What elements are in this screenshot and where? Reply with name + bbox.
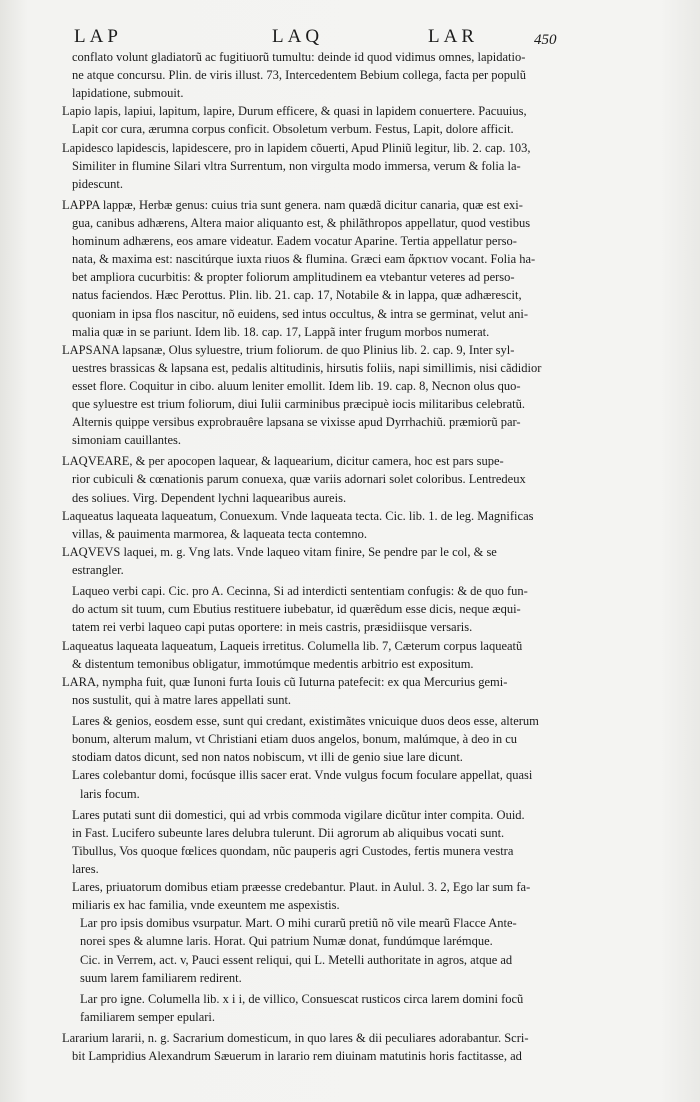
text-line: Lapio lapis, lapiui, lapitum, lapire, Durum efficere, & quasi in lapidem conuertere. Pacuuius, xyxy=(62,104,527,119)
text-line: LARA, nympha fuit, quæ Iunoni furta Iouis cũ Iuturna patefecit: ex qua Mercurius gemi- xyxy=(62,674,508,689)
entry-lar-pro-domibus xyxy=(62,914,602,986)
text-line: stodiam datos dicunt, sed non natos nobiscum, vt illi de genio siue lare dicunt. xyxy=(72,750,463,765)
text-line: que syluestre est trium foliorum, diui Iulii carminibus præcipuè iocis militaribus celebratũ. xyxy=(72,397,526,412)
text-line: simoniam cauillantes. xyxy=(72,433,182,448)
text-line: natus faciendos. Hæc Perottus. Plin. lib. 21. cap. 17, Notabile & in lappa, quæ adhærescit, xyxy=(72,288,522,303)
entry-lares-privatorum xyxy=(62,878,602,914)
entry-lararium xyxy=(62,1029,602,1065)
text-line: conflato volunt gladiatorũ ac fugitiuorũ tumultu: deinde id quod vidimus omnes, lapidatio- xyxy=(72,50,526,64)
text-line: Lar pro ipsis domibus vsurpatur. Mart. O mihi curarũ pretiũ nõ vile mearũ Flacce Ante- xyxy=(80,916,517,931)
text-line: pidescunt. xyxy=(72,176,124,191)
text-line: do actum sit tuum, cum Ebutius restituere iubebatur, id quærẽdum esse dicis, neque æqui- xyxy=(72,602,521,617)
text-line: esset flore. Coquitur in cibo. aluum leniter emollit. Idem lib. 19. cap. 8, Necnon olus quo- xyxy=(72,378,521,393)
text-line: rior cubiculi & cœnationis parum conuexa, quæ variis adornari solet coloribus. Lentredeux xyxy=(72,472,526,487)
text-line: uestres brassicas & lapsana est, pedalis altitudinis, hirsutis foliis, napi simillimis, nisi cãdidior xyxy=(72,360,542,375)
entry-continuation xyxy=(62,48,602,102)
text-line: gua, canibus adhærens, Altera maior aliquanto est, & philãthropos appellatur, quod vestibus xyxy=(72,216,531,231)
text-line: hominum adhærens, eos amare videatur. Eadem vocatur Aparine. Tertia appellatur perso- xyxy=(72,234,517,249)
text-line: Lapit cor cura, ærumna corpus conficit. Obsoletum verbum. Festus, Lapit, dolore afficit. xyxy=(72,122,514,137)
dictionary-text xyxy=(62,48,602,1065)
text-line: Lar pro igne. Columella lib. x i i, de villico, Consuescat rusticos circa larem domini focũ xyxy=(80,991,524,1006)
text-line: ne atque concursu. Plin. de viris illust. 73, Intercedentem Bebium collega, facta per populũ xyxy=(72,68,527,83)
text-line: Lares colebantur domi, focúsque illis sacer erat. Vnde vulgus focum foculare appellat, quasi xyxy=(72,768,533,783)
text-line: Lapidesco lapidescis, lapidescere, pro in lapidem cõuerti, Apud Pliniũ legitur, lib. 2. cap. 103, xyxy=(62,140,531,155)
text-line: LAPPA lappæ, Herbæ genus: cuius tria sunt genera. nam quædã dicitur canaria, quæ est exi- xyxy=(62,197,523,212)
text-line: Lares & genios, eosdem esse, sunt qui credant, existimãtes vnicuique duos deos esse, alterum xyxy=(72,714,539,729)
text-line: bet ampliora cucurbitis: & propter foliorum amplitudinem ea vtebantur veteres ad perso- xyxy=(72,270,515,285)
header-guideword-lap: LAP xyxy=(74,26,122,47)
text-line: nata, & maxima est: nascitúrque iuxta riuos & flumina. Græci eam ἄρκτιον vocant. Folia ha- xyxy=(72,252,536,267)
text-line: Lares, priuatorum domibus etiam præesse credebantur. Plaut. in Aulul. 3. 2, Ego lar sum fa- xyxy=(72,880,531,895)
text-line: suum larem familiarem redirent. xyxy=(80,970,242,985)
text-line: Laqueatus laqueata laqueatum, Laqueis irretitus. Columella lib. 7, Cæterum corpus laqueatũ xyxy=(62,638,523,653)
text-line: Similiter in flumine Silari vltra Surrentum, non virgulta modo immersa, verum & folia la- xyxy=(72,158,521,173)
text-line: norei spes & alumne laris. Horat. Qui patrium Numæ donat, fundúmque larémque. xyxy=(80,934,493,949)
entry-lares-colebantur xyxy=(62,766,602,802)
entry-lapio xyxy=(62,102,602,138)
text-line: laris focum. xyxy=(80,786,140,801)
text-line: & distentum temonibus obligatur, immotúmque medentis arbitrio est expositum. xyxy=(72,656,474,671)
entry-lares-genios xyxy=(62,712,602,766)
text-line: tatem rei verbi laqueo capi putas oportere: in meis castris, præsidiisque versaris. xyxy=(72,620,473,635)
entry-lapsana xyxy=(62,341,602,450)
text-line: LAQVEVS laquei, m. g. Vng lats. Vnde laqueo vitam finire, Se pendre par le col, & se xyxy=(62,545,497,559)
entry-lar-pro-igne xyxy=(62,990,602,1026)
text-line: nos sustulit, qui à matre lares appellati sunt. xyxy=(72,692,292,707)
text-line: Laqueo verbi capi. Cic. pro A. Cecinna, Si ad interdicti sententiam confugis: & de quo fun- xyxy=(72,584,528,599)
entry-lara xyxy=(62,673,602,709)
entry-laqueo-verbi-capi xyxy=(62,582,602,636)
entry-lapidesco xyxy=(62,139,602,193)
text-line: villas, & pauimenta marmorea, & laqueata tecta contemno. xyxy=(72,526,368,541)
text-line: quoniam in ipsa flos nascitur, nõ euidens, sed intus occultus, & intra se germinat, velut ani- xyxy=(72,306,529,321)
text-line: des soliues. Virg. Dependent lychni laquearibus aureis. xyxy=(72,490,347,505)
text-line: lares. xyxy=(72,861,99,876)
text-line: Laqueatus laqueata laqueatum, Conuexum. Vnde laqueata tecta. Cic. lib. 1. de leg. Magnificas xyxy=(62,508,534,523)
text-line: miliaris ex hac familia, vnde exeuntem me aspexistis. xyxy=(72,898,340,913)
text-line: estrangler. xyxy=(72,563,124,578)
entry-lares-putati xyxy=(62,806,602,878)
text-line: Tibullus, Vos quoque fœlices quondam, nũc pauperis agri Custodes, fertis munera vestra xyxy=(72,843,514,858)
text-line: LAPSANA lapsanæ, Olus syluestre, trium foliorum. de quo Plinius lib. 2. cap. 9, Inter syl- xyxy=(62,342,515,357)
text-line: in Fast. Lucifero subeunte lares delubra tulerunt. Dii agrorum ab aliquibus vocati sunt. xyxy=(72,825,505,840)
page-number: 450 xyxy=(534,32,557,48)
header-guideword-lar: LAR xyxy=(428,26,478,47)
text-line: familiarem semper epulari. xyxy=(80,1009,216,1024)
text-line: Lares putati sunt dii domestici, qui ad vrbis commoda vigilare dicũtur inter compita. Ouid. xyxy=(72,807,525,822)
text-line: bonum, alterum malum, vt Christiani etiam duos angelos, bonum, malúmque, à deo in cu xyxy=(72,732,518,747)
entry-laqueus xyxy=(62,543,602,579)
entry-laqueatus-irretitus xyxy=(62,637,602,673)
text-line: lapidatione, submouit. xyxy=(72,86,184,101)
text-line: malia quæ in se pariunt. Idem lib. 18. cap. 17, Lappã inter frugum morbos numerat. xyxy=(72,324,490,339)
header-guideword-laq: LAQ xyxy=(272,26,324,47)
text-line: Alternis quippe versibus exprobrauêre lapsana se vixisse apud Dyrrhachiũ. præmiorũ par- xyxy=(72,415,521,430)
text-line: Lararium lararii, n. g. Sacrarium domesticum, in quo lares & dii peculiares adorabantur. Scri- xyxy=(62,1030,529,1045)
entry-laqueatus-convexum xyxy=(62,507,602,543)
text-line: LAQVEARE, & per apocopen laquear, & laquearium, dicitur camera, hoc est pars supe- xyxy=(62,454,504,469)
entry-lappa xyxy=(62,196,602,341)
entry-laqueare xyxy=(62,452,602,506)
text-line: Cic. in Verrem, act. v, Pauci essent reliqui, qui L. Metelli authoritate in agros, atque ad xyxy=(80,952,513,967)
text-line: bit Lampridius Alexandrum Sæuerum in larario rem diuinam matutinis horis factitasse, ad xyxy=(72,1049,522,1063)
